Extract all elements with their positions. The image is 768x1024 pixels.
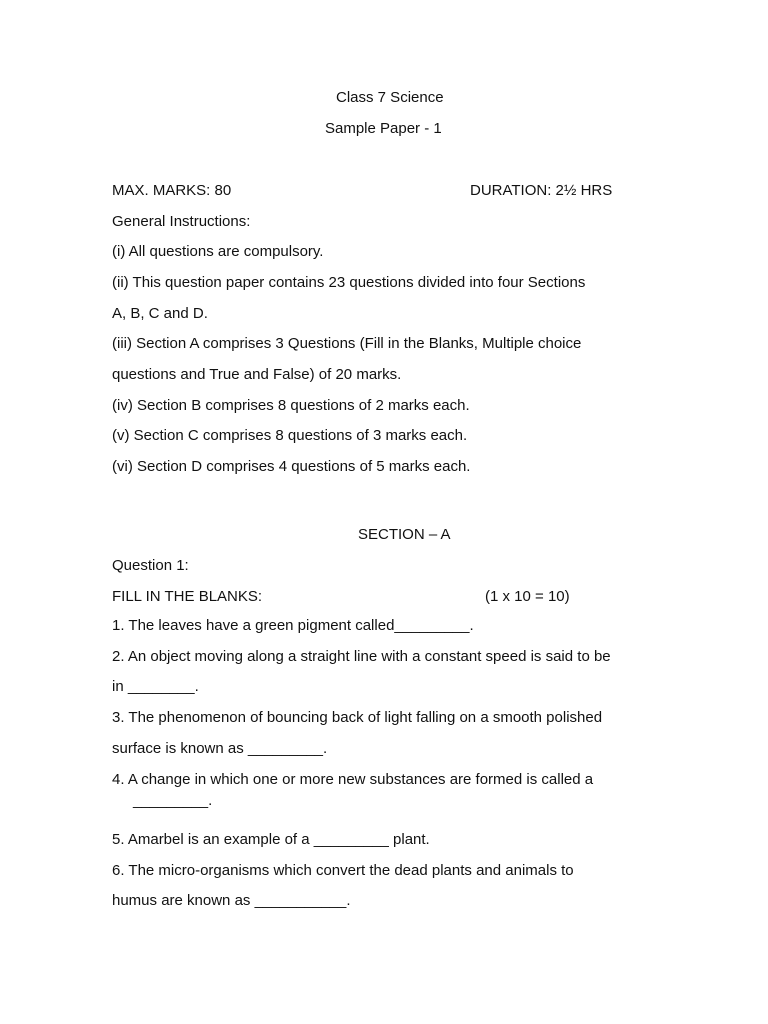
question-line-continued: in ________.	[112, 678, 199, 695]
question-line-continued: humus are known as ___________.	[112, 892, 351, 909]
instruction-item: (iv) Section B comprises 8 questions of 2 marks each.	[112, 397, 470, 414]
instruction-item: (iii) Section A comprises 3 Questions (Fill in the Blanks, Multiple choice	[112, 335, 582, 352]
instruction-item: (v) Section C comprises 8 questions of 3 marks each.	[112, 427, 468, 444]
instruction-item: (vi) Section D comprises 4 questions of 5 marks each.	[112, 458, 471, 475]
question-line-continued: _________.	[133, 792, 213, 809]
instruction-item-continued: A, B, C and D.	[112, 305, 208, 322]
question-line: 2. An object moving along a straight line with a constant speed is said to be	[112, 648, 611, 665]
instruction-item: (i) All questions are compulsory.	[112, 243, 324, 260]
question-line: 4. A change in which one or more new substances are formed is called a	[112, 771, 594, 788]
paper-title: Class 7 Science	[336, 89, 444, 106]
marks-label: (1 x 10 = 10)	[485, 588, 570, 605]
paper-subtitle: Sample Paper - 1	[325, 120, 442, 137]
instruction-item: (ii) This question paper contains 23 questions divided into four Sections	[112, 274, 586, 291]
instruction-item-continued: questions and True and False) of 20 marks.	[112, 366, 402, 383]
question-line: 5. Amarbel is an example of a _________ plant.	[112, 831, 430, 848]
section-heading: SECTION – A	[358, 526, 451, 543]
fill-blanks-heading: FILL IN THE BLANKS:	[112, 588, 263, 605]
question-label: Question 1:	[112, 557, 189, 574]
question-line-continued: surface is known as _________.	[112, 740, 328, 757]
question-line: 6. The micro-organisms which convert the dead plants and animals to	[112, 862, 574, 879]
max-marks: MAX. MARKS: 80	[112, 182, 232, 199]
instructions-heading: General Instructions:	[112, 213, 251, 230]
question-line: 3. The phenomenon of bouncing back of light falling on a smooth polished	[112, 709, 603, 726]
duration: DURATION: 2½ HRS	[470, 182, 613, 199]
question-line: 1. The leaves have a green pigment called_________.	[112, 617, 474, 634]
